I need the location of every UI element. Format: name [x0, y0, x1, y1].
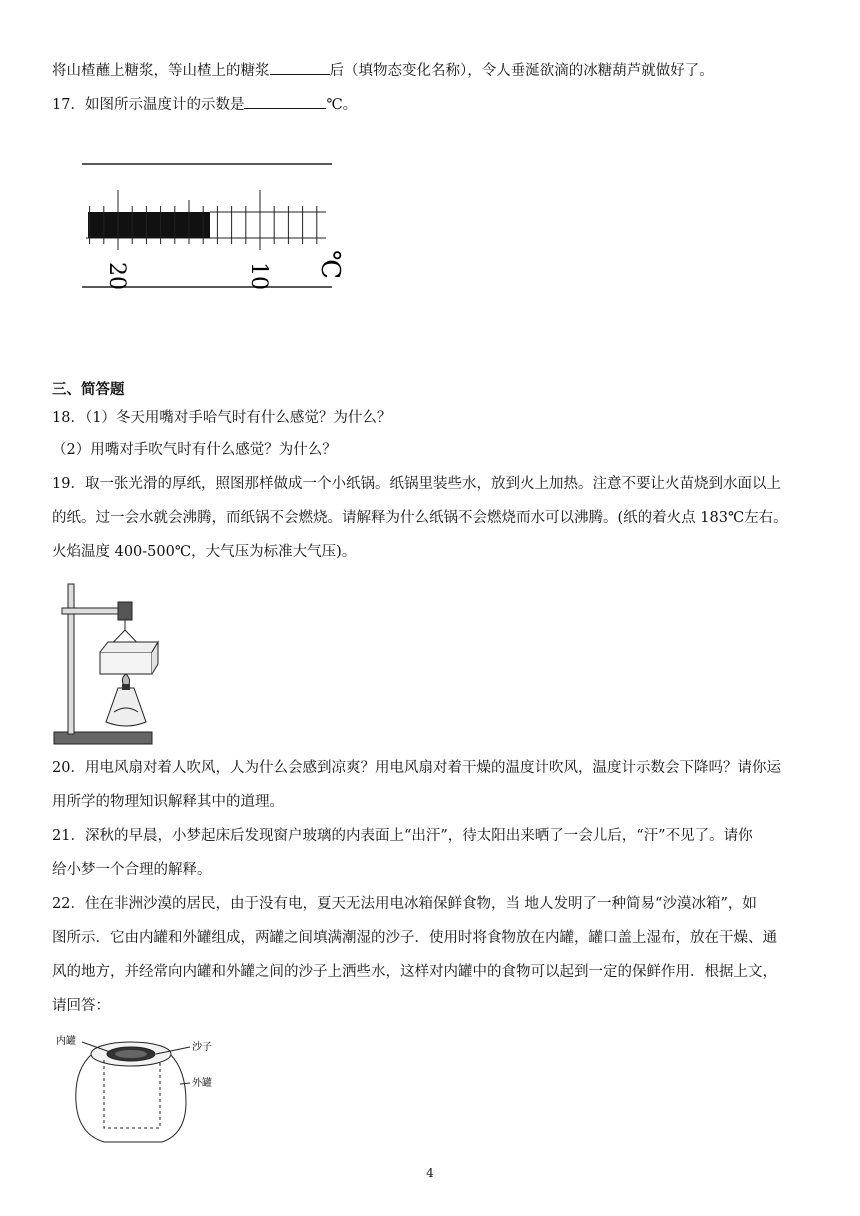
q22-line1: 22．住在非洲沙漠的居民，由于没有电，夏天无法用电冰箱保鲜食物，当 地人发明了一种简易“沙漠冰箱”，如 — [52, 896, 757, 912]
stand-rod — [68, 584, 74, 734]
q20-line1: 20．用电风扇对着人吹风，人为什么会感到凉爽？用电风扇对着干燥的温度计吹风，温度计示数会下降吗？请你运 — [52, 760, 781, 776]
label-sand: 沙子 — [192, 1042, 212, 1053]
q19-line2: 的纸。过一会水就会沸腾，而纸锅不会燃烧。请解释为什么纸锅不会燃烧而水可以沸腾。(纸的着火点 183℃左右。 — [52, 510, 788, 526]
q18-line2: （2）用嘴对手吹气时有什么感觉？为什么？ — [52, 442, 337, 458]
unit-label: ℃ — [315, 250, 345, 280]
label-inner-pot: 内罐 — [56, 1036, 76, 1047]
q17-text-before: 17．如图所示温度计的示数是 — [52, 97, 245, 113]
q19-line1: 19．取一张光滑的厚纸，照图那样做成一个小纸锅。纸锅里装些水，放到火上加热。注意不要让火苗烧到水面以上 — [52, 476, 781, 492]
desert-fridge-figure — [52, 1030, 252, 1150]
q16-tail — [52, 60, 714, 81]
thermometer-figure — [76, 150, 356, 300]
q17-blank — [244, 94, 326, 109]
q22-line3: 风的地方，并经常向内罐和外罐之间的沙子上洒些水，这样对内罐中的食物可以起到一定的保鲜作用．根据上文， — [52, 964, 777, 980]
clamp-head — [118, 602, 132, 620]
q16-text-after: 后（填物态变化名称），令人垂涎欲滴的冰糖葫芦就做好了。 — [329, 63, 714, 79]
q17-question — [52, 94, 357, 115]
paper-pot-apparatus-figure — [52, 578, 162, 748]
q22-line2: 图所示．它由内罐和外罐组成，两罐之间填满潮湿的沙子．使用时将食物放在内罐，罐口盖上湿布，放在干燥、通 — [52, 930, 777, 946]
tick-label-10: 10 — [246, 262, 271, 290]
tick-label-20: 20 — [104, 262, 129, 290]
page-number: 4 — [426, 1166, 434, 1180]
q21-line1: 21．深秋的早晨，小梦起床后发现窗户玻璃的内表面上“出汗”，待太阳出来晒了一会儿后，“汗”不见了。请你 — [52, 828, 753, 844]
q22-line4: 请回答： — [52, 998, 110, 1014]
q16-blank — [270, 60, 330, 75]
q17-text-after: ℃。 — [326, 97, 358, 113]
q16-text-before: 将山楂蘸上糖浆，等山楂上的糖浆 — [52, 63, 270, 79]
q20-line2: 用所学的物理知识解释其中的道理。 — [52, 794, 284, 810]
q18-line1: 18．（1）冬天用嘴对手哈气时有什么感觉？为什么？ — [52, 410, 392, 426]
mercury-column — [88, 212, 210, 238]
outer-pot — [76, 1054, 186, 1142]
paper-pot — [100, 652, 152, 674]
q21-line2: 给小梦一个合理的解释。 — [52, 862, 212, 878]
alcohol-lamp — [106, 688, 146, 726]
q19-line3: 火焰温度 400-500℃，大气压为标准大气压)。 — [52, 544, 357, 560]
label-outer-pot: 外罐 — [192, 1078, 212, 1089]
clamp-arm — [62, 608, 126, 614]
section-title: 三、简答题 — [52, 381, 125, 398]
